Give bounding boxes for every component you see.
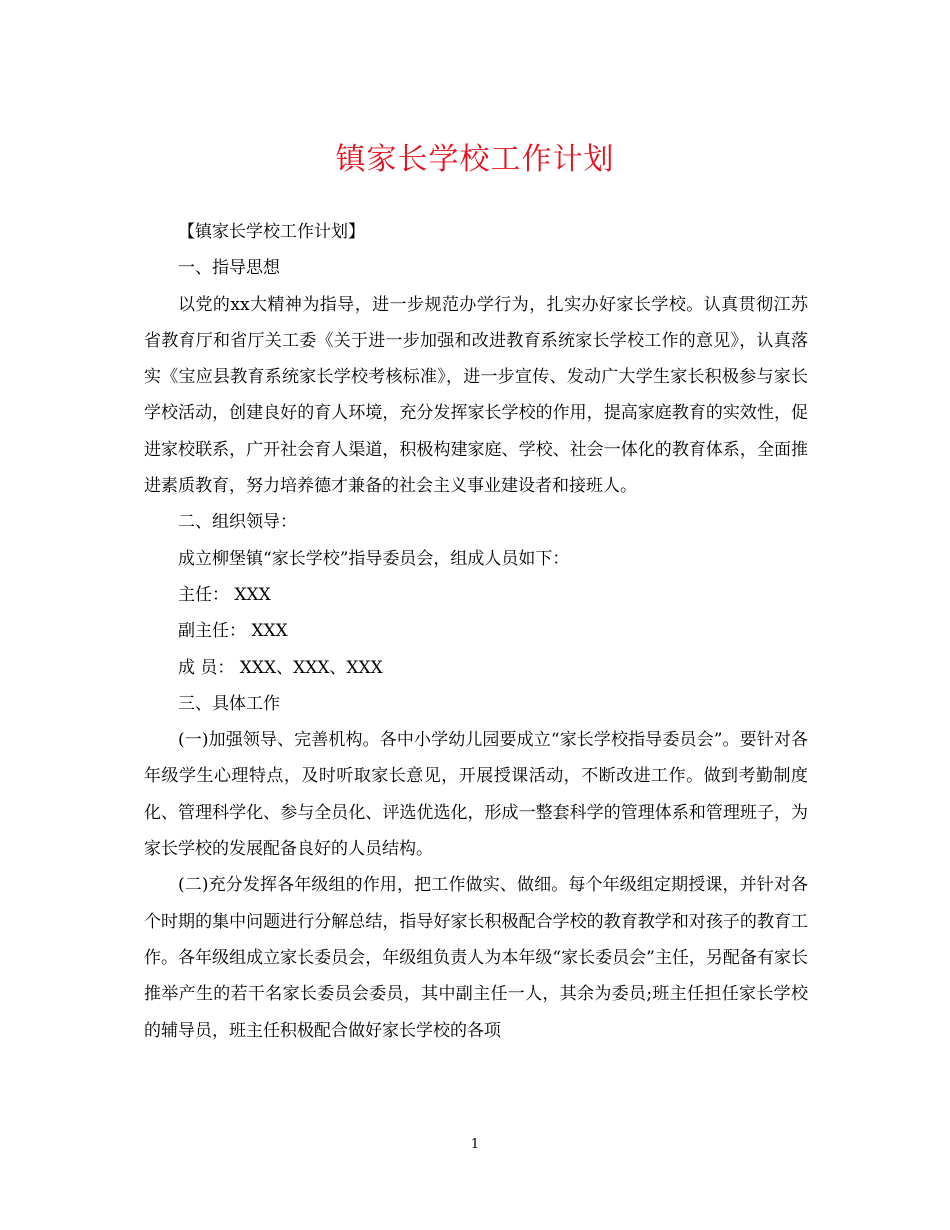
paragraph-work-item-1: (一)加强领导、完善机构。各中小学幼儿园要成立“家长学校指导委员会”。要针对各年级学生心理特点，及时听取家长意见，开展授课活动，不断改进工作。做到考勤制度化、管理科学化、参与全员化、评选优选化，形成一整套科学的管理体系和管理班子，为家长学校的发展配备良好的人员结构。 bbox=[144, 730, 808, 860]
section-heading-guiding-ideology: 一、指导思想 bbox=[178, 258, 280, 279]
section-heading-organization: 二、组织领导： bbox=[178, 512, 297, 533]
paragraph-committee: 成立柳堡镇“家长学校”指导委员会，组成人员如下： bbox=[178, 548, 570, 569]
document-title: 镇家长学校工作计划 bbox=[335, 142, 615, 177]
section-heading-specific-work: 三、具体工作 bbox=[178, 693, 280, 714]
paragraph-deputy-director: 副主任： XXX bbox=[178, 621, 288, 642]
paragraph-members: 成 员： XXX、XXX、XXX bbox=[178, 657, 383, 678]
page-number: 1 bbox=[470, 1137, 480, 1152]
paragraph-director: 主任： XXX bbox=[178, 584, 271, 605]
document-body bbox=[144, 214, 808, 1049]
paragraph-guiding-ideology: 以党的xx大精神为指导，进一步规范办学行为，扎实办好家长学校。认真贯彻江苏省教育厅和省厅关工委《关于进一步加强和改进教育系统家长学校工作的意见》，认真落实《宝应县教育系统家长学校考核标准》，进一步宣传、发动广大学生家长积极参与家长学校活动，创建良好的育人环境，充分发挥家长学校的作用，提高家庭教育的实效性，促进家校联系，广开社会育人渠道，积极构建家庭、学校、社会一体化的教育体系，全面推进素质教育，努力培养德才兼备的社会主义事业建设者和接班人。 bbox=[144, 294, 808, 497]
paragraph-work-item-2: (二)充分发挥各年级组的作用，把工作做实、做细。每个年级组定期授课，并针对各个时期的集中问题进行分解总结，指导好家长积极配合学校的教育教学和对孩子的教育工作。各年级组成立家长委员会，年级组负责人为本年级“家长委员会”主任，另配备有家长推举产生的若干名家长委员会委员，其中副主任一人，其余为委员;班主任担任家长学校的辅导员，班主任积极配合做好家长学校的各项 bbox=[144, 875, 808, 1041]
paragraph-heading-bracket: 【镇家长学校工作计划】 bbox=[178, 222, 365, 242]
